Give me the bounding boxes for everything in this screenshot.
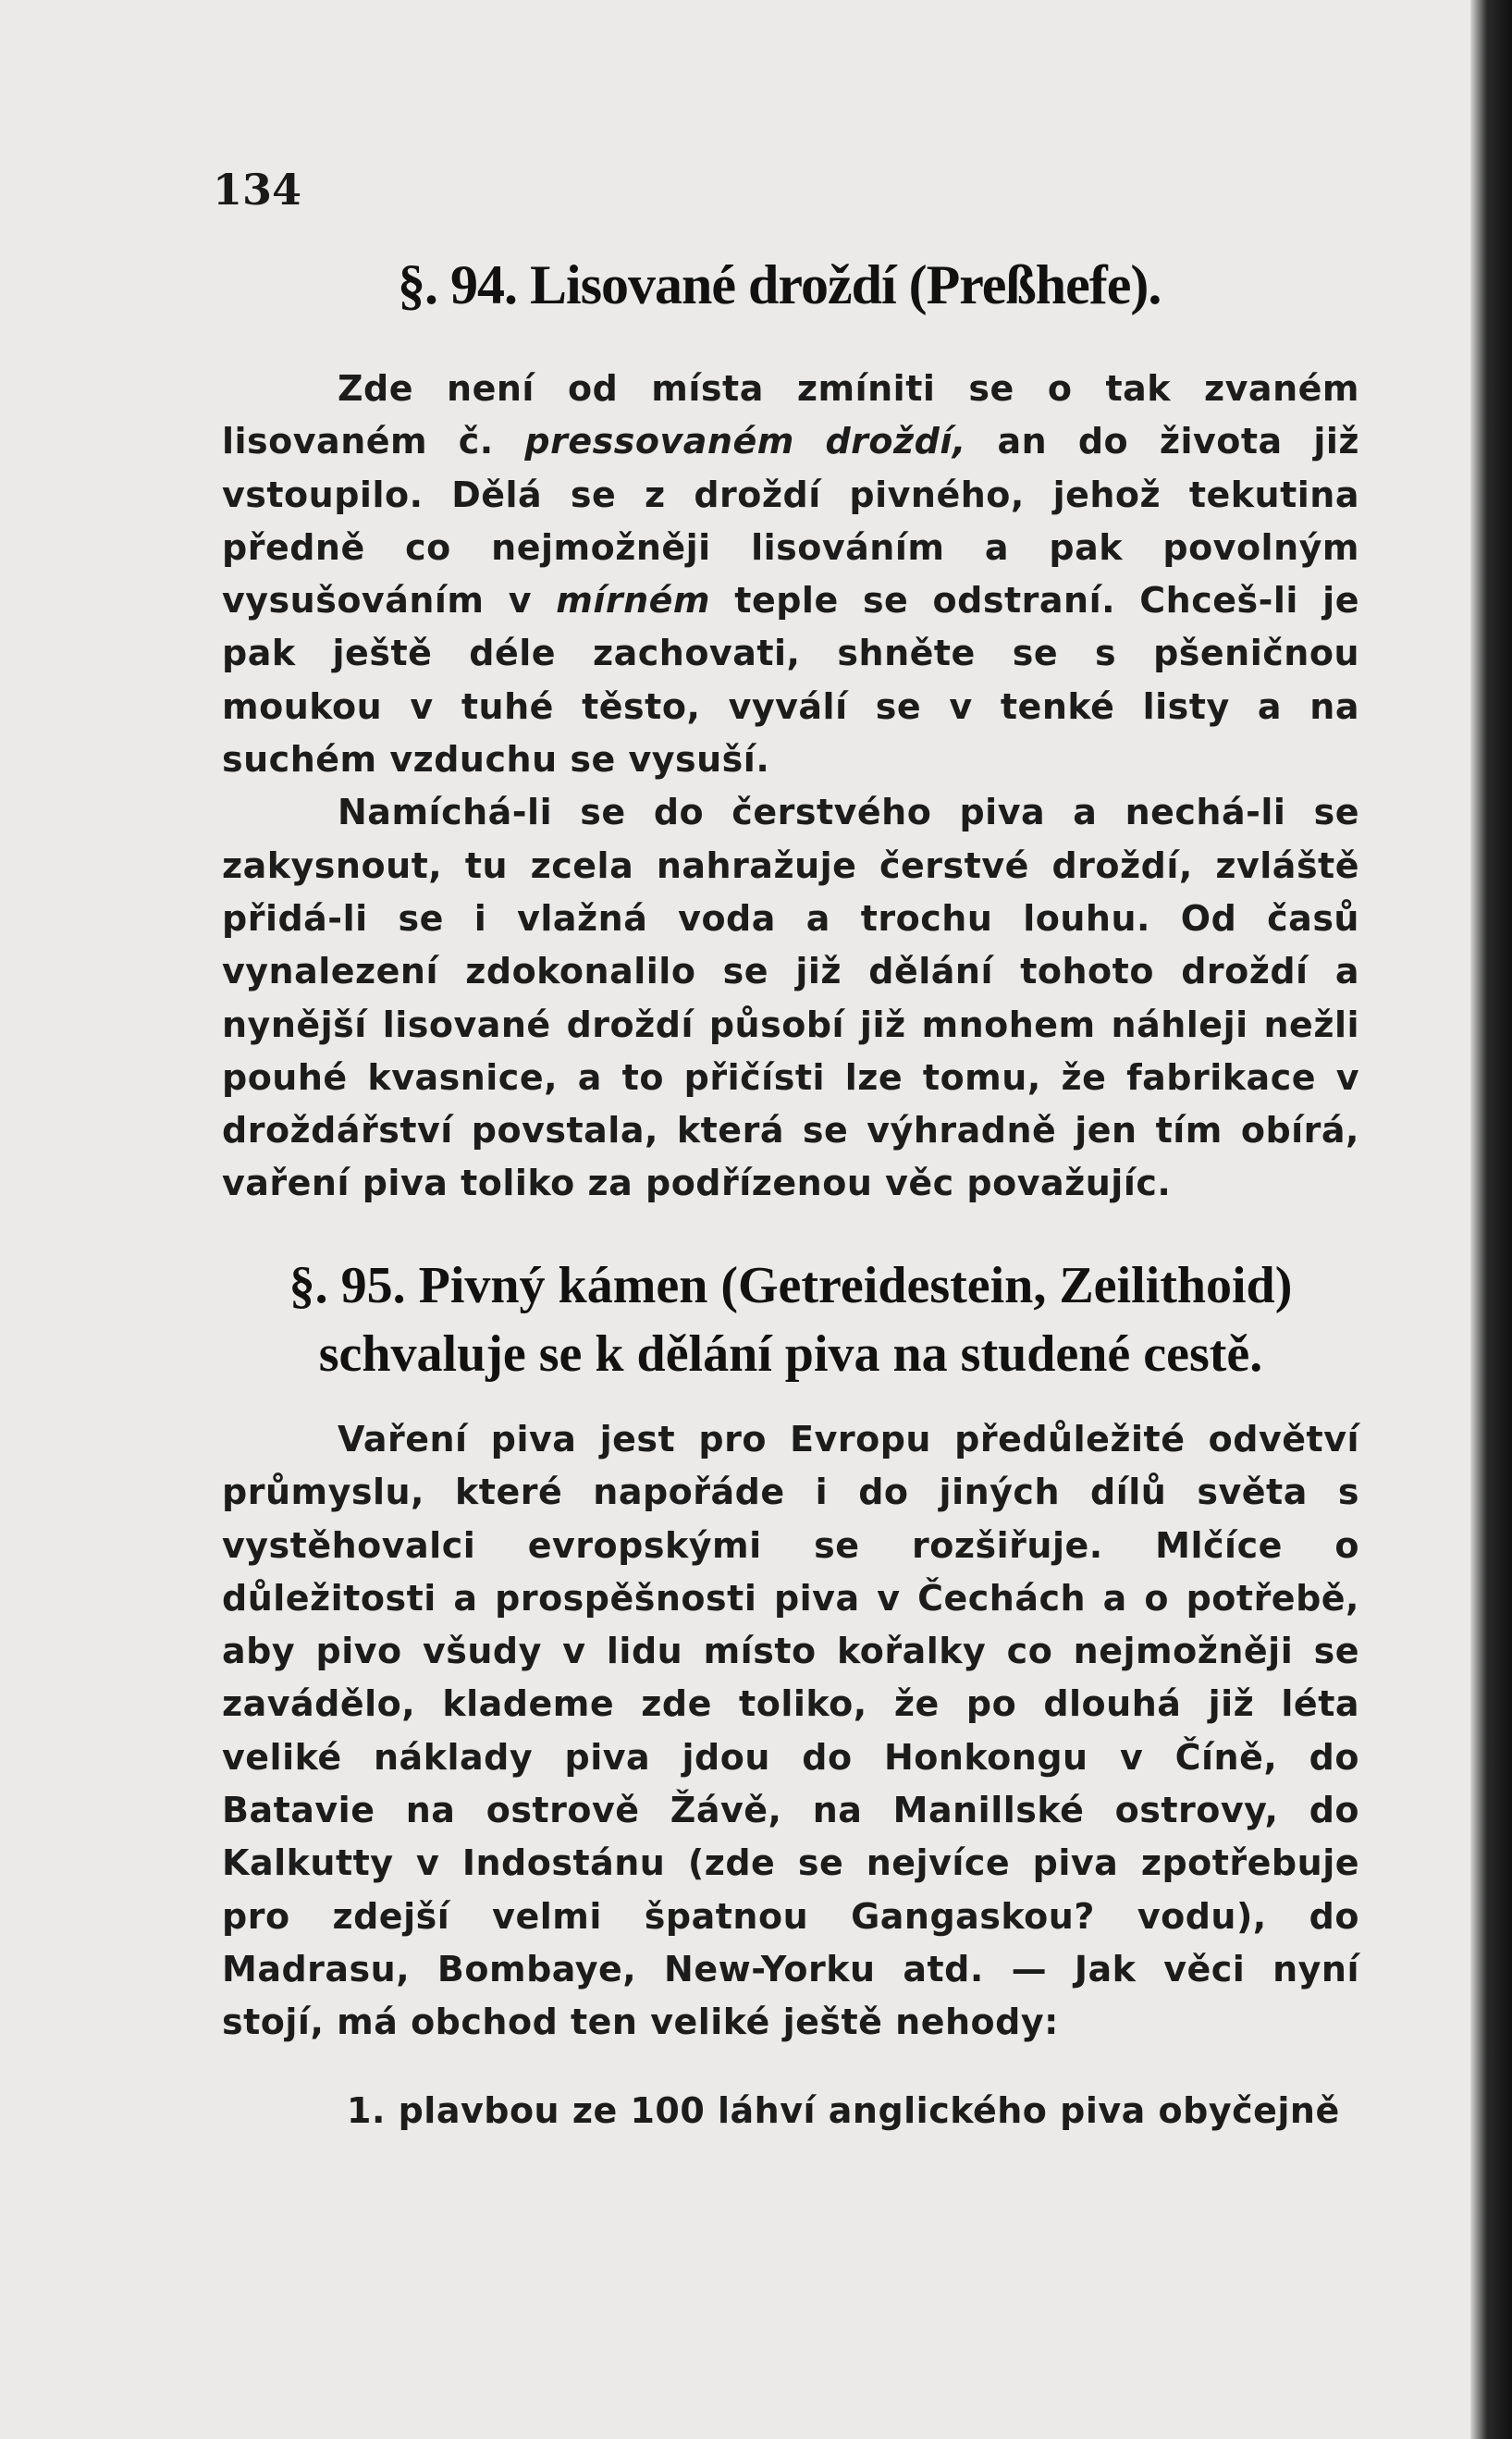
section-95-heading: §. 95. Pivný kámen (Getreidestein, Zeilithoid) schvaluje se k dělání piva na studené cestě. [289,1257,1293,1383]
italic-term: pressovaném droždí, [524,421,966,462]
section-95-body [222,1413,1359,2050]
page-edge [1470,0,1512,2439]
section-95-paragraph-1: Vaření piva jest pro Evropu předůležité odvětví průmyslu, které napořáde i do jiných dílů světa s vystěhovalci evropskými se rozšiřuje. Mlčíce o důležitosti a prospěšnosti piva v Čechách a o potřebě, aby pivo všudy v lidu místo kořalky co nejmožněji se zavádělo, klademe zde toliko, že po dlouhá již léta veliké náklady piva jdou do Honkongu v Číně, do Batavie na ostrově Žávě, na Manillské ostrovy, do Kalkutty v Indostánu (zde se nejvíce piva zpotřebuje pro zdejší velmi špatnou Gangaskou? vodu), do Madrasu, Bombaye, New-Yorku atd. — Jak věci nyní stojí, má obchod ten veliké ještě nehody: [222,1419,1359,2043]
paragraph-text: teple se odstraní. Chceš-li je pak ještě déle zachovati, shněte se s pšeničnou moukou v tuhé těsto, vyválí se v tenké listy a na suchém vzduchu se vysuší. [222,580,1359,781]
page-number: 134 [213,165,302,215]
section-94-paragraph-2: Namíchá-li se do čerstvého piva a nechá-li se zakysnout, tu zcela nahražuje čerstvé droždí, zvláště přidá-li se i vlažná voda a trochu louhu. Od časů vynalezení zdokonalilo se již dělání tohoto droždí a nynější lisované droždí působí již mnohem náhleji nežli pouhé kvasnice, a to přičísti lze tomu, že fabrikace v droždářství povstala, která se výhradně jen tím obírá, vaření piva toliko za podřízenou věc považujíc. [222,792,1359,1204]
paragraph-text: an do života již vstoupilo. Dělá se z droždí pivného, jehož tekutina předně co nejmožněji lisováním a pak povolným vysušováním v [222,421,1359,622]
paragraph-text: Zde není od místa zmíniti se o tak zvaném lisovaném č. [222,368,1359,462]
italic-term: mírném [556,580,711,622]
section-94-body [222,363,1359,1211]
list-item: 1. plavbou ze 100 láhví anglického piva obyčejně [347,2090,1340,2131]
section-94-paragraph-1 [222,363,1359,786]
section-94-heading: §. 94. Lisované droždí (Preßhefe). [398,254,1162,315]
